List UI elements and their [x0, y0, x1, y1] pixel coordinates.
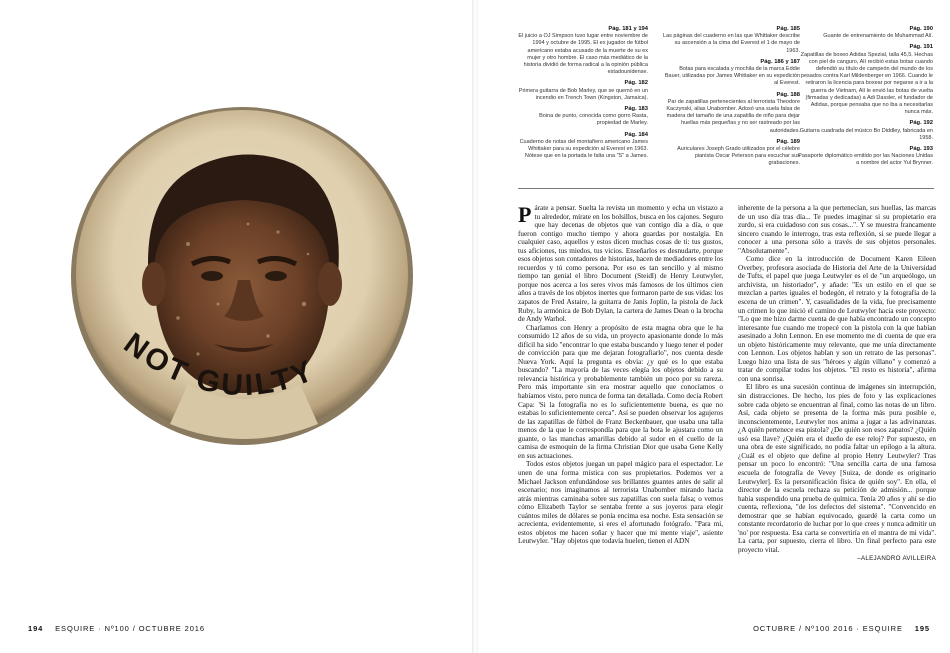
- captions-column-1: [516, 26, 648, 164]
- article-column-1: [518, 204, 723, 546]
- right-page-number: 195: [914, 624, 930, 633]
- right-page: [478, 0, 950, 653]
- left-page: [0, 0, 472, 653]
- article-column-2: [738, 204, 936, 564]
- left-folio-text: ESQUIRE · Nº100 / OCTUBRE 2016: [55, 624, 205, 633]
- caption: Pág. 191 Zapatillas de boxeo Adidas Spezial, talla 45,5. Hechas con piel de canguro, Alí recibió estas botas cuando defendió su título de campeón del mundo de los pesados contra Karl Mildenberger en 1966. Cuando le retiraron la licencia para boxear por negarse a ir a la guerra de Vietnam, Alí le envió las botas de vuelta (firmadas y dedicadas) a Adi Dassler, el fundador de Adidas, porque pensaba que no iba a necesitarlas nunca más.: [800, 44, 933, 116]
- article-paragraph: El libro es una sucesión continua de imágenes sin interrupción, sin distracciones. De hecho, los pies de foto y las explicaciones sobre cada objeto se encuentran al final, como las notas de un libro. Así, cada objeto se presenta de la forma más pura posible e, inconscientemente, Leutwyler nos anima a jugar a las adivinanzas. ¿A quién pertenece esa pistola? ¿De quién son esos zapatos? ¿Quién usó esa llave? ¿Quién era el dueño de ese reloj? Por supuesto, en una obra de este significado, no podía faltar un epílogo a la altura. ¿Cuál es el objeto que define al propio Henry Leutwyler? Tras pensar un poco lo encontró: "Una sencilla carta de una famosa escuela de fotografía de Vevey [Suiza, de donde es originario Leutwyler]. Es la personificación física de quién soy". En ella, el director de la escuela rechaza su petición de admisión... porque había suspendido una prueba de química. Tenía 20 años y ahí se dio cuenta, reflexiona, "de los defectos del sistema". "Convencido en demostrar que se habían equivocado, guardé la carta como un constante recordatorio de luchar por lo que crees y nunca admitir un 'no' por respuesta. Esa carta se convertiría en el mantra de mi vida". La carta, por supuesto, cierra el libro. Un final perfecto para este proyecto vital.: [738, 383, 936, 554]
- article-paragraph: Como dice en la introducción de Document Karen Eileen Overbey, profesora asociada de Historia del Arte de la Universidad de Tufts, el papel que juega Leutwyler es el de "un arqueólogo, un archivista, un historiador", y añade: "Es un estilo en el que se mezclan a partes iguales el bodegón, el retrato y la fotografía de la escena de un crimen". Y, casualidades de la vida, fue precisamente un crimen lo que inició el camino de Leutwyler hacia este proyecto: "Lo que me hizo darme cuenta de que había encontrado un concepto interesante fue cuando me tropecé con la pistola con la que habían asesinado a John Lennon. En ese momento me di cuenta de que era un objeto históricamente muy relevante, que me unía directamente con Lennon. Los objetos hablan y son un retrato de las personas". Luego hizo una lista de sus "héroes y algún villano" y comenzó a tratar de compilar todos los objetos. "El resto es historia", afirma con una sonrisa.: [738, 255, 936, 383]
- drop-cap: P: [518, 202, 532, 227]
- caption: Pág. 185 Las páginas del cuaderno en las que Whittaker describe su ascensión a la cima del Everest el 1 de mayo de 1963.: [663, 26, 800, 54]
- caption: Pág. 181 y 194 El juicio a OJ Simpson tuvo lugar entre noviembre de 1994 y octubre de 1995. El ex jugador de fútbol americano estaba acusado de la muerte de su ex mujer y otro hombre. El caso más mediático de la historia dividió de forma radical a la opinión pública estadounidense.: [518, 26, 648, 76]
- caption: Pág. 190 Guante de entrenamiento de Muhammad Alí.: [823, 26, 933, 40]
- caption: Pág. 189 Auriculares Joseph Grado utilizados por el célebre pianista Oscar Peterson para escuchar sus grabaciones.: [677, 138, 800, 167]
- not-guilty-badge-photo: [68, 104, 416, 448]
- article-paragraph: Párate a pensar. Suelta la revista un momento y echa un vistazo a tu alrededor, mírate en los bolsillos, busca en los cajones. Seguro que hay decenas de objetos que van contigo día a día, o que fueron contigo mucho tiempo y ahora guardas por nostalgia. En cualquier caso, aquellos y estos dicen muchas cosas de ti: tus gustos, tus aficiones, tus miedos, tus vicios. Enseñarlos es desnudarte, porque esos objetos son contadores de historias, hacen de mediadores entre los recuerdos y tú como persona. Por eso es tan sencillo y al mismo tiempo tan genial el libro Document (Steidl) de Henry Leutwyler, porque nos acerca a los seres vivos más famosos de los últimos cien años a través de los objetos inertes que formaron parte de sus vidas: los zapatos de Fred Astaire, la guitarra de Janis Joplin, la pistola de Jack Ruby, la armónica de Bob Dylan, la cartera de James Dean o la brocha de Andy Warhol.: [518, 202, 723, 324]
- article-paragraph: inherente de la persona a la que pertenecían, sus huellas, las marcas de un uso día tras día... Te puedes imaginar si su propietario era zurdo, si era cuidadoso con sus cosas...". Y se muestra francamente sincero cuando le interrogo, tras esta reflexión, si se puede llegar a conocer a una persona sólo a través de sus objetos personales. "Absolutamente".: [738, 204, 936, 255]
- captions-column-2: [662, 26, 800, 172]
- badge-text: NOT GUILTY: [117, 326, 321, 403]
- left-folio: [28, 624, 205, 633]
- caption: Pág. 186 y 187 Botas para escalada y mochila de la marca Eddie Bauer, utilizadas por James Whittaker en su expedición al Everest.: [664, 58, 800, 87]
- caption: Pág. 184 Cuaderno de notas del montañero americano James Whittaker para su expedición al Everest en 1963. Nótese que en la portada le falta una "S" a James.: [519, 131, 648, 160]
- caption: Pág. 182 Primera guitarra de Bob Marley, que se quemó en un incendio en Trench Town (Kingston, Jamaica).: [518, 80, 648, 101]
- section-divider: [518, 188, 934, 189]
- caption: Pág. 193 Pasaporte diplomático emitido por las Naciones Unidas a nombre del actor Yul Brynner.: [798, 146, 933, 167]
- article-paragraph: Todos estos objetos juegan un papel mágico para el espectador. Le unen de una forma mística con sus propietarios. Podemos ver a Michael Jackson enfundándose sus brillantes guantes antes de salir al escenario; nos imaginamos al terrorista Unabomber mirando hacia atrás mientras caminaba sobre sus zapatillas con suela falsa; o vemos cómo Elizabeth Taylor se sentaba frente a sus joyeros para elegir cuántos miles de dólares se ponía encima esa noche. Esta sensación se acrecienta, evidentemente, si eres el afortunado fotógrafo. "Para mí, estos objetos me hacen soñar y hacer que mi mente viaje", asiente Leutwyler. "Hay objetos que todavía huelen, tienen el ADN: [518, 460, 723, 546]
- author-signature: –ALEJANDRO AVILLEIRA: [857, 555, 936, 563]
- left-page-number: 194: [28, 624, 44, 633]
- caption: Pág. 188 Par de zapatillas pertenecientes al terrorista Theodore Kaczynski, alias Unabomber. Adosó una suela falsa de madera del tamaño de una zapatilla de niño para dejar huellas más pequeñas y no ser rastreado por las autoridades.: [666, 91, 800, 134]
- article-paragraph: Charlamos con Henry a propósito de esta magna obra que le ha consumido 12 años de su vida, un proyecto apasionante donde lo más difícil ha sido "encontrar lo que estaba buscando y luego tener el poder de convicción para que me dejaran fotografiarlo", nos cuenta desde Nueva York. Aquí la pregunta es obvia: ¿y qué es lo que estaba buscando? "La mayoría de las veces elegía los objetos debido a su relevancia histórica y probablemente también un poco por su rareza. Pero más importante sin era mostrar aquello que conocíamos o habíamos visto, pero nunca de forma tan detallada. Como decía Robert Capa: 'Si la fotografía no es lo suficientemente buena, es que no estabas lo suficientemente cerca". Así se pueden observar los agujeros de las zapatillas de fútbol de Franz Beckenbauer, que usaba una talla menos de la que le correspondía para que la bota le ajustara como un guante, o las manchas amarillas debido al sudor en el cuello de la camisa de esmoquin de la firma Christian Dior que usaba Gene Kelly en sus actuaciones.: [518, 323, 723, 460]
- caption: Pág. 192 Guitarra cuadrada del músico Bo Diddley, fabricada en 1958.: [799, 120, 933, 141]
- captions-column-3: [796, 26, 933, 172]
- caption: Pág. 183 Boina de punto, conocida como gorro Rasta, propiedad de Marley.: [539, 106, 648, 127]
- right-folio: [753, 624, 930, 633]
- right-folio-text: OCTUBRE / Nº100 2016 · ESQUIRE: [753, 624, 903, 633]
